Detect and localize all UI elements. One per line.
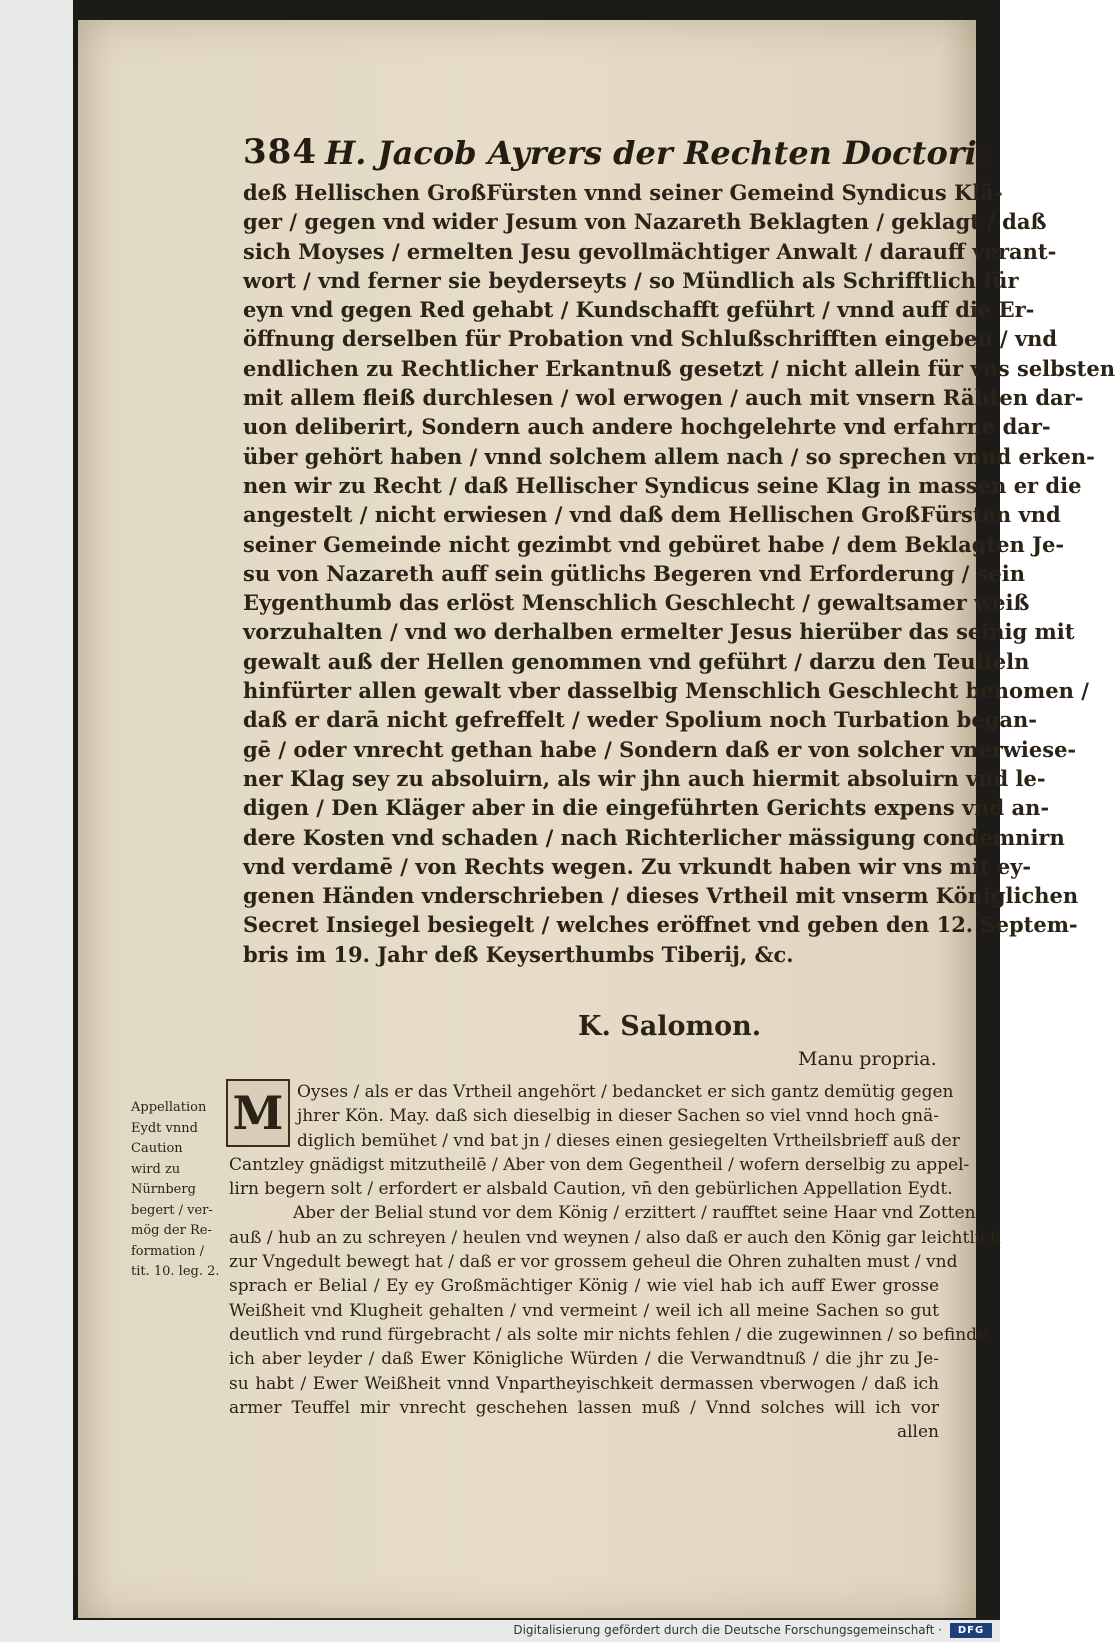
text-line: gewalt auß der Hellen genommen vnd geführt / darzu den Teuffeln	[243, 648, 1030, 674]
margin-note-line: Appellation	[131, 1100, 207, 1115]
text-line: deutlich vnd rund fürgebracht / als solte mir nichts fehlen / die zugewinnen / so befinde	[229, 1324, 988, 1345]
text-line: sich Moyses / ermelten Jesu gevollmächtiger Anwalt / darauff verant-	[243, 238, 1057, 264]
text-line: mit allem fleiß durchlesen / wol erwogen / auch mit vnsern Rähten dar-	[243, 385, 1084, 411]
margin-note-line: wird zu	[131, 1161, 181, 1177]
second-text-block	[229, 1080, 1001, 1444]
text-line: diglich bemühet / vnd bat jn / dieses einen gesiegelten Vrtheilsbrieff auß der	[297, 1130, 960, 1151]
text-line: su von Nazareth auff sein gütlichs Begeren vnd Erforderung / sein	[243, 560, 1026, 586]
margin-note-line: Nürnberg	[131, 1182, 196, 1197]
drop-cap: M	[226, 1079, 290, 1147]
margin-note-line: Eydt vnnd	[131, 1120, 198, 1136]
text-line: wort / vnd ferner sie beyderseyts / so Mündlich als Schrifftlich für	[243, 267, 1019, 293]
text-line: zur Vngedult bewegt hat / daß er vor grossem geheul die Ohren zuhalten must / vnd	[229, 1252, 958, 1273]
text-line: deß Hellischen GroßFürsten vnnd seiner Gemeind Syndicus Klä-	[243, 180, 1003, 205]
page-header	[243, 132, 995, 180]
text-line: über gehört haben / vnnd solchem allem nach / so sprechen vnnd erken-	[243, 443, 1095, 469]
text-line: lirn begern solt / erfordert er alsbald Caution, vn̄ den gebürlichen Appellation Eydt.	[229, 1179, 953, 1200]
text-line: hinfürter allen gewalt vber dasselbig Menschlich Geschlecht benomen /	[243, 678, 1089, 704]
text-line: sprach er Belial / Ey ey Großmächtiger König / wie viel hab ich auff Ewer grosse	[229, 1276, 939, 1297]
text-line: su habt / Ewer Weißheit vnnd Vnpartheyischkeit dermassen vberwogen / daß ich	[229, 1373, 939, 1394]
footer-band	[0, 1620, 1000, 1642]
margin-note-line: Caution	[131, 1141, 183, 1156]
text-line: vorzuhalten / vnd wo derhalben ermelter Jesus hierüber das seinig mit	[243, 619, 1075, 645]
text-line: Weißheit vnd Klugheit gehalten / vnd vermeint / weil ich all meine Sachen so gut	[229, 1300, 939, 1321]
text-line: ner Klag sey zu absoluirn, als wir jhn auch hiermit absoluirn vnd le-	[243, 765, 1046, 791]
text-line: armer Teuffel mir vnrecht geschehen lassen muß / Vnnd solches will ich vor	[229, 1397, 939, 1418]
text-line: bris im 19. Jahr deß Keyserthumbs Tiberij, &c.	[243, 941, 794, 967]
text-line: öffnung derselben für Probation vnd Schlußschrifften eingeben / vnd	[243, 326, 1058, 352]
text-line: Secret Insiegel besiegelt / welches eröffnet vnd geben den 12. Septem-	[243, 912, 1078, 938]
catchword: allen	[896, 1422, 939, 1443]
text-line: auß / hub an zu schreyen / heulen vnd weynen / also daß er auch den König gar leichtlich	[229, 1227, 1001, 1248]
text-line: seiner Gemeinde nicht gezimbt vnd gebüret habe / dem Beklagten Je-	[243, 531, 1065, 557]
text-line: digen / Den Kläger aber in die eingeführten Gerichts expens vnd an-	[243, 795, 1050, 821]
text-line: genen Händen vnderschrieben / dieses Vrtheil mit vnserm Königlichen	[243, 883, 1079, 909]
text-line: nen wir zu Recht / daß Hellischer Syndicus seine Klag in massen er die	[243, 472, 1082, 498]
margin-note-line: begert / ver-	[131, 1202, 213, 1218]
text-line: daß er darā nicht gefreffelt / weder Spolium noch Turbation began-	[243, 707, 1037, 733]
dfg-logo: DFG	[950, 1623, 992, 1638]
text-line: angestelt / nicht erwiesen / vnd daß dem Hellischen GroßFürsten vnd	[243, 502, 1061, 528]
text-line: Oyses / als er das Vrtheil angehört / bedancket er sich gantz demütig gegen	[297, 1082, 954, 1102]
margin-note-line: tit. 10. leg. 2.	[131, 1264, 220, 1279]
text-line: ger / gegen vnd wider Jesum von Nazareth Beklagten / geklagt / daß	[243, 209, 1047, 235]
signature: K. Salomon.	[578, 1011, 762, 1042]
manu-propria: Manu propria.	[798, 1048, 937, 1070]
margin-note-line: formation /	[131, 1243, 205, 1259]
text-line: ich aber leyder / daß Ewer Königliche Würden / die Verwandtnuß / die jhr zu Je-	[229, 1349, 939, 1370]
text-line: Eygenthumb das erlöst Menschlich Geschlecht / gewaltsamer weiß	[243, 590, 1030, 616]
text-line: Cantzley gnädigst mitzutheilē / Aber von dem Gegentheil / wofern derselbig zu appel-	[229, 1154, 970, 1175]
text-line: endlichen zu Rechtlicher Erkantnuß gesetzt / nicht allein für vns selbsten	[243, 355, 1115, 381]
text-line: dere Kosten vnd schaden / nach Richterlicher mässigung condemnirn	[243, 824, 1065, 850]
text-line: uon deliberirt, Sondern auch andere hochgelehrte vnd erfahrne dar-	[243, 414, 1051, 440]
main-text-block	[243, 178, 1115, 969]
footer-credit: Digitalisierung gefördert durch die Deutsche Forschungsgemeinschaft ·	[513, 1623, 942, 1637]
text-line: eyn vnd gegen Red gehabt / Kundschafft geführt / vnnd auff die Er-	[243, 297, 1035, 323]
margin-note-line: mög der Re-	[131, 1223, 212, 1238]
running-head: H. Jacob Ayrers der Rechten Doctoris	[325, 134, 995, 172]
margin-note	[131, 1098, 223, 1283]
text-line: Aber der Belial stund vor dem König / erzittert / raufftet seine Haar vnd Zotten	[293, 1203, 976, 1224]
page-number: 384	[243, 132, 317, 172]
text-line: vnd verdamē / von Rechts wegen. Zu vrkundt haben wir vns mit ey-	[243, 853, 1032, 879]
text-line: jhrer Kön. May. daß sich dieselbig in dieser Sachen so viel vnnd hoch gnä-	[297, 1106, 939, 1127]
text-line: gē / oder vnrecht gethan habe / Sondern daß er von solcher vnerwiese-	[243, 736, 1077, 762]
